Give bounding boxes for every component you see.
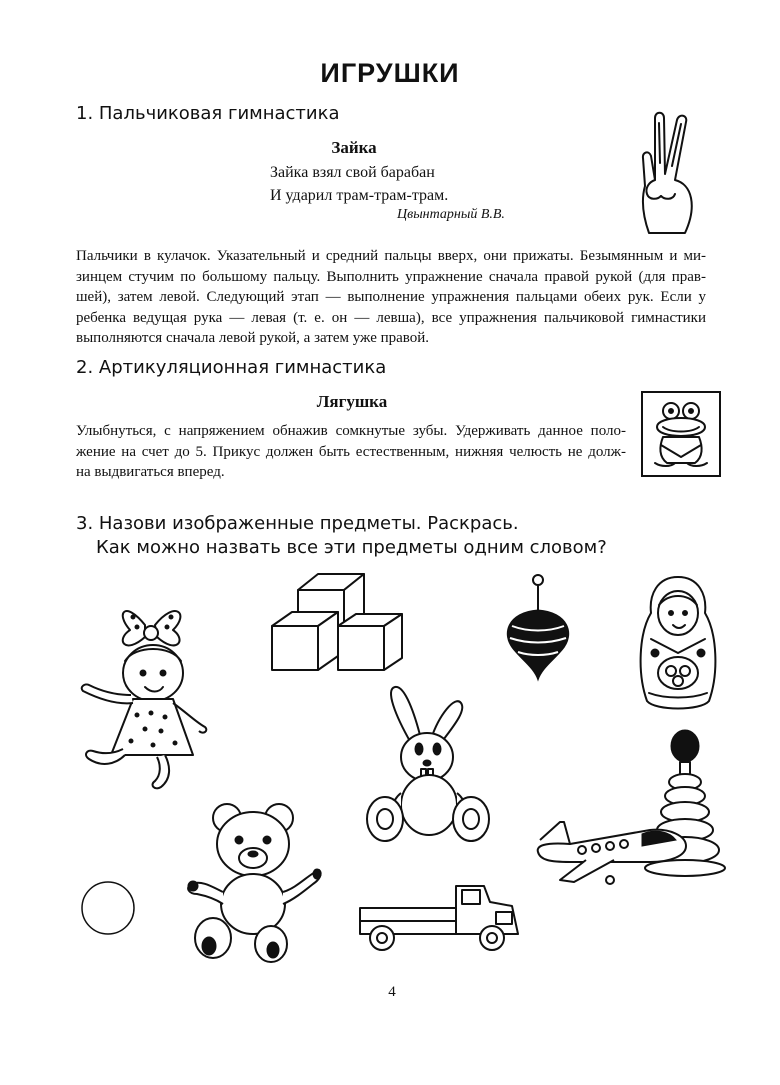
doll-illustration bbox=[75, 595, 225, 795]
ball-illustration bbox=[80, 870, 136, 946]
page-title: ИГРУШКИ bbox=[320, 58, 460, 88]
blocks-illustration bbox=[268, 570, 418, 675]
poem-author: Цвынтарный В.В. bbox=[397, 207, 505, 222]
section-2-paragraph bbox=[76, 421, 626, 483]
section-2-heading: 2. Артикуляционная гимнастика bbox=[76, 357, 387, 378]
section-1-paragraph bbox=[76, 246, 706, 349]
frog-illustration bbox=[641, 391, 721, 477]
exercise-title: Лягушка bbox=[316, 392, 388, 411]
matryoshka-illustration bbox=[635, 573, 721, 713]
paragraph-line: Пальчики в кулачок. Указательный и средний пальцы вверх, они прижаты. Безымянным и ми- bbox=[76, 248, 706, 264]
section-3-heading-line-2: Как можно назвать все эти предметы одним словом? bbox=[96, 537, 607, 558]
poem-title: Зайка bbox=[331, 138, 377, 157]
page-number: 4 bbox=[388, 984, 396, 1000]
paragraph-line: жение на счет до 5. Прикус должен быть естественным, нижняя челюсть не долж- bbox=[76, 443, 626, 460]
bunny-illustration bbox=[355, 685, 495, 845]
paragraph-line: на выдвигаться вперед. bbox=[76, 464, 225, 480]
truck-illustration bbox=[356, 878, 526, 958]
paragraph-line: ребенка ведущая рука — левая (т. е. он — левша), все упражнения пальчиковой гимнастики bbox=[76, 309, 706, 326]
paragraph-line: выполняются сначала левой рукой, а затем уже правой. bbox=[76, 330, 430, 346]
poem-line-2: И ударил трам-трам-трам. bbox=[270, 187, 449, 204]
poem-line-1: Зайка взял свой барабан bbox=[270, 164, 435, 181]
section-1-heading: 1. Пальчиковая гимнастика bbox=[76, 103, 340, 124]
airplane-illustration bbox=[530, 810, 690, 890]
section-3-heading-line-1: 3. Назови изображенные предметы. Раскрась. bbox=[76, 513, 519, 534]
paragraph-line: шей), затем левой. Следующий этап — выполнение упражнения пальцами обеих рук. Если у bbox=[76, 289, 706, 305]
spinning-top-illustration bbox=[498, 572, 578, 682]
hand-v-sign-illustration bbox=[635, 108, 705, 238]
paragraph-line: зинцем стучим по большому пальцу. Выполнить упражнение сначала правой рукой (для прав- bbox=[76, 268, 706, 285]
teddy-bear-illustration bbox=[183, 800, 323, 965]
paragraph-line: Улыбнуться, с напряжением обнажив сомкнутые зубы. Удерживать данное поло- bbox=[76, 423, 626, 439]
